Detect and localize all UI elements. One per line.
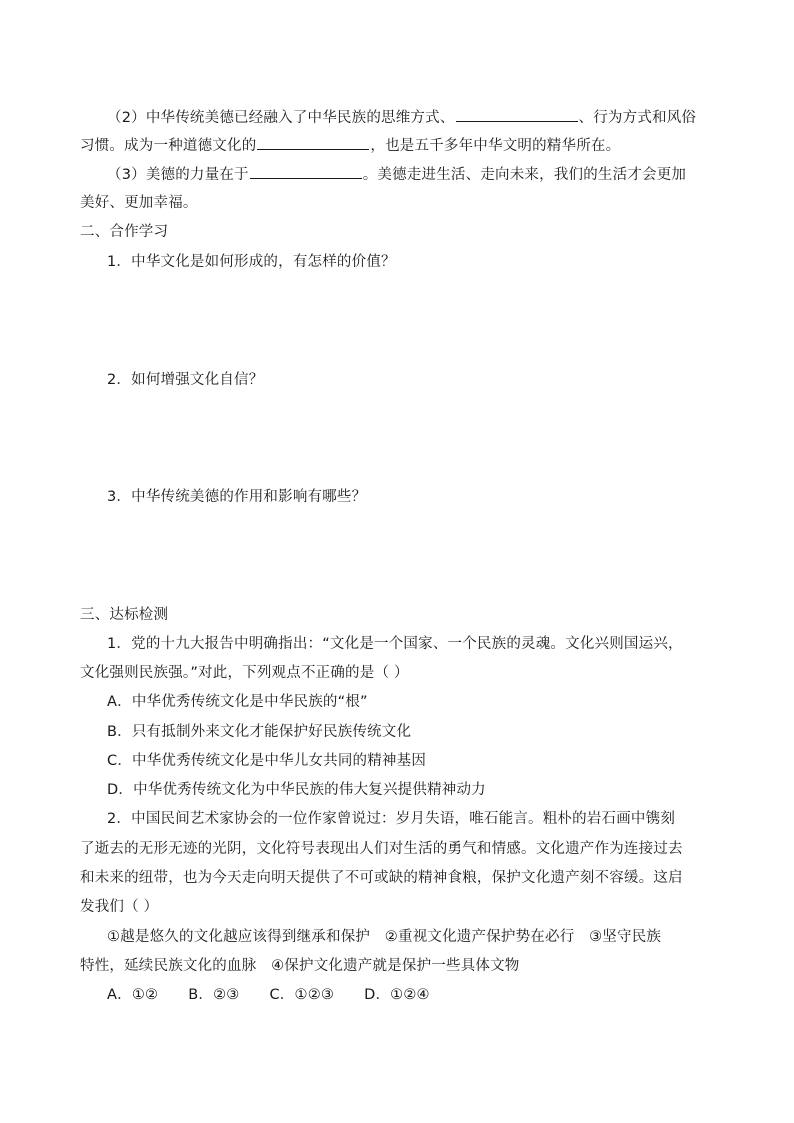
review-item-2-line-2: [80, 134, 620, 156]
test-q2-option-d[interactable]: D．①②④: [364, 987, 430, 1003]
test-q2-line-4: 发我们（ ）: [80, 899, 159, 915]
cooperation-question-2: 2．如何增强文化自信？: [107, 372, 264, 388]
test-q2-line-3: 和未来的纽带，也为今天走向明天提供了不可或缺的精神食粮，保护文化遗产刻不容缓。这启: [80, 870, 683, 886]
cooperation-question-3: 3．中华传统美德的作用和影响有哪些？: [107, 489, 367, 505]
test-q2-options: [107, 985, 430, 1005]
review-item-3-line-1: [107, 163, 686, 185]
test-q2-option-b[interactable]: B．②③: [188, 987, 240, 1003]
test-q2-option-a[interactable]: A．①②: [107, 987, 159, 1003]
review-item-2-text-c: 习惯。成为一种道德文化的: [80, 138, 257, 154]
fill-blank[interactable]: [250, 163, 362, 179]
review-item-3-line-2: 美好、更加幸福。: [80, 195, 198, 211]
test-q1-option-a[interactable]: A．中华优秀传统文化是中华民族的“根”: [107, 694, 368, 710]
review-item-2-text-d: ，也是五千多年中华文明的精华所在。: [370, 138, 621, 154]
test-q2-line-1: 2．中国民间艺术家协会的一位作家曾说过：岁月失语，唯石能言。粗朴的岩石画中镌刻: [107, 811, 676, 827]
section-heading-cooperation: 二、合作学习: [80, 224, 169, 240]
review-item-2-text-a: （2）中华传统美德已经融入了中华民族的思维方式、: [107, 110, 455, 126]
fill-blank[interactable]: [456, 106, 578, 122]
test-q2-statements-line-1: ①越是悠久的文化越应该得到继承和保护 ②重视文化遗产保护势在必行 ③坚守民族: [107, 929, 662, 945]
test-q1-line-2: 文化强则民族强。”对此，下列观点不正确的是（ ）: [80, 665, 409, 681]
test-q2-statements-line-2: 特性，延续民族文化的血脉 ④保护文化遗产就是保护一些具体文物: [80, 958, 520, 974]
test-q1-option-d[interactable]: D．中华优秀传统文化为中华民族的伟大复兴提供精神动力: [107, 782, 486, 798]
test-q1-line-1: 1．党的十九大报告中明确指出：“文化是一个国家、一个民族的灵魂。文化兴则国运兴，: [107, 636, 683, 652]
test-q1-option-c[interactable]: C．中华优秀传统文化是中华儿女共同的精神基因: [107, 753, 427, 769]
test-q2-option-c[interactable]: C．①②③: [269, 987, 335, 1003]
test-q1-option-b[interactable]: B．只有抵制外来文化才能保护好民族传统文化: [107, 724, 412, 740]
review-item-2-text-b: 、行为方式和风俗: [578, 110, 697, 126]
review-item-2-line-1: [107, 106, 696, 128]
cooperation-question-1: 1．中华文化是如何形成的，有怎样的价值？: [107, 254, 396, 270]
section-heading-test: 三、达标检测: [80, 607, 169, 623]
review-item-3-text-a: （3）美德的力量在于: [107, 167, 249, 183]
review-item-3-text-b: 。美德走进生活、走向未来，我们的生活才会更加: [362, 167, 687, 183]
fill-blank[interactable]: [257, 134, 369, 150]
test-q2-line-2: 了逝去的无形无迹的光阴，文化符号表现出人们对生活的勇气和情感。文化遗产作为连接过去: [80, 841, 683, 857]
